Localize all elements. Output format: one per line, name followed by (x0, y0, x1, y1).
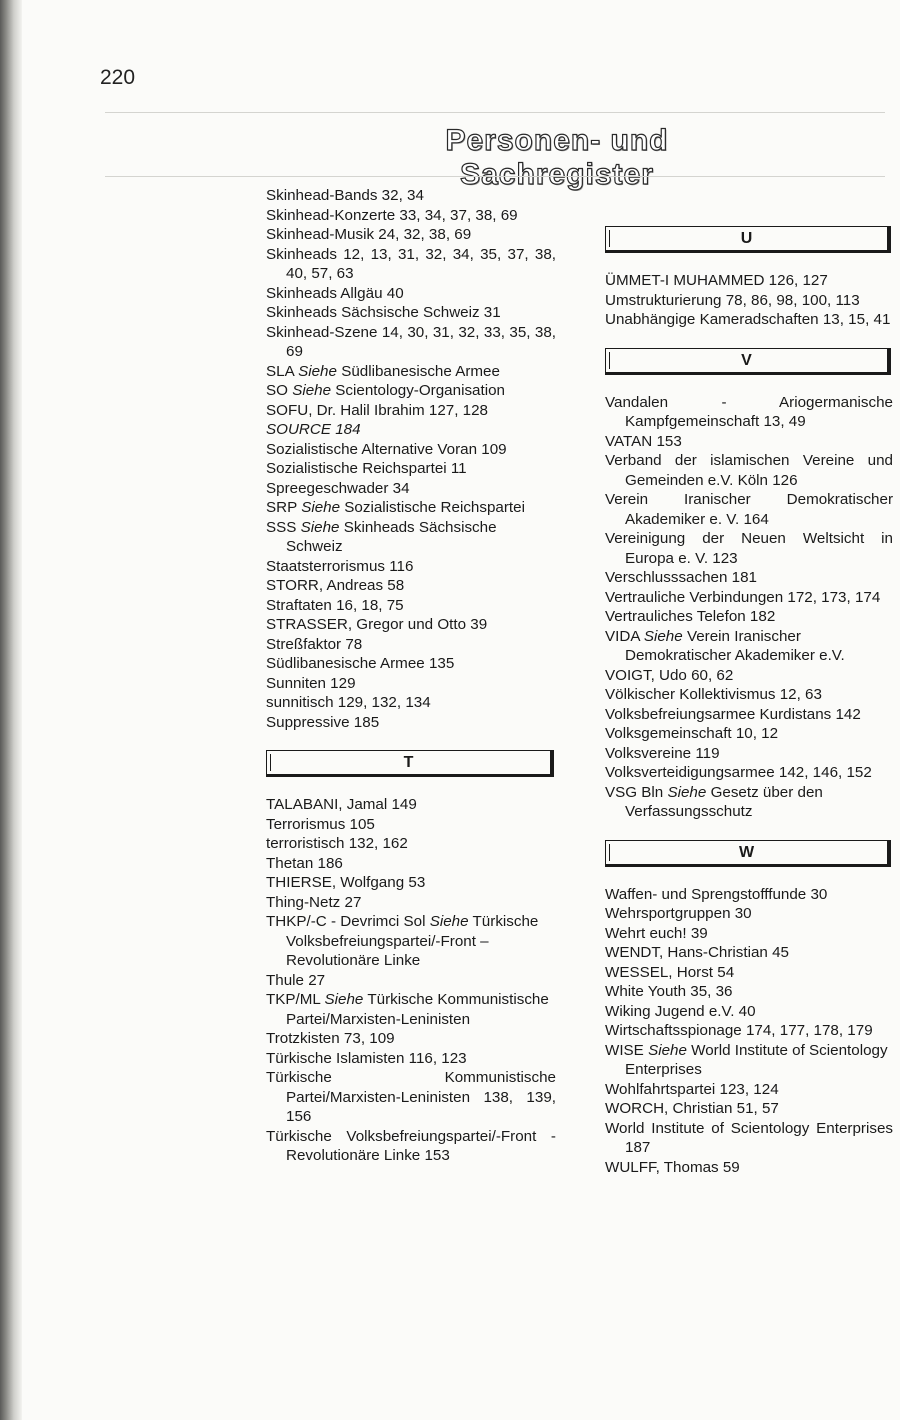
entry-target: Türkische Volksbefreiungspartei/-Front – Revolutionäre Linke (286, 913, 539, 969)
entry-term: VIDA (605, 627, 640, 645)
index-entry: WENDT, Hans-Christian 45 (605, 944, 789, 961)
entry-term: SO (266, 382, 288, 399)
index-entry: Türkische Volksbefreiungspartei/-Front - Revolutionäre Linke 153 (266, 1127, 556, 1164)
index-entry: Südlibanesische Armee 135 (266, 655, 455, 672)
index-entry: VOIGT, Udo 60, 62 (605, 666, 734, 684)
index-entry: Vertrauliches Telefon 182 (605, 608, 776, 625)
index-entry: Suppressive 185 (266, 713, 380, 731)
index-entry: STORR, Andreas 58 (266, 577, 405, 594)
index-entry: THIERSE, Wolfgang 53 (266, 874, 426, 891)
index-entry: WULFF, Thomas 59 (605, 1158, 740, 1176)
index-entry (605, 783, 893, 822)
siehe-reference: Siehe (667, 783, 707, 801)
letter-heading: W (605, 840, 891, 867)
index-entry: terroristisch 132, 162 (266, 835, 408, 852)
index-entry: VATAN 153 (605, 432, 682, 450)
index-entry: Verschlusssachen 181 (605, 569, 757, 586)
index-entry: Türkische Kommunistische Partei/Marxisten-Leninisten 138, 139, 156 (266, 1069, 556, 1125)
index-entry: Skinhead-Szene 14, 30, 31, 32, 33, 35, 38, 69 (266, 323, 556, 360)
entry-term: SSS (266, 518, 297, 536)
index-entry: World Institute of Scientology Enterprises 187 (605, 1119, 893, 1156)
entry-target: World Institute of Scientology Enterprises (625, 1041, 888, 1078)
entry-term: TKP/ML (266, 991, 321, 1008)
index-entry: Wiking Jugend e.V. 40 (605, 1002, 756, 1020)
index-entry: Sunniten 129 (266, 674, 356, 692)
siehe-reference: Siehe (643, 627, 683, 645)
index-entry: Sozialistische Alternative Voran 109 (266, 440, 507, 458)
index-entry: Wohlfahrtspartei 123, 124 (605, 1080, 779, 1098)
index-entry: Thing-Netz 27 (266, 893, 362, 911)
index-column-right (605, 208, 893, 1177)
index-entry: Spreegeschwader 34 (266, 479, 410, 497)
index-entry (605, 627, 893, 666)
entry-target: Scientology-Organisation (335, 382, 505, 399)
entry-term: THKP/-C - Devrimci Sol (266, 913, 426, 930)
index-entry (266, 912, 556, 971)
index-entry: Trotzkisten 73, 109 (266, 1030, 395, 1047)
index-entry (605, 1041, 893, 1080)
index-entry (266, 518, 556, 557)
index-entry: Streßfaktor 78 (266, 635, 363, 653)
index-entry: SOURCE 184 (266, 421, 361, 438)
index-entry: Umstrukturierung 78, 86, 98, 100, 113 (605, 291, 860, 309)
index-entry: Verband der islamischen Vereine und Gemeinden e.V. Köln 126 (605, 452, 893, 489)
index-entry: Skinhead-Bands 32, 34 (266, 187, 424, 204)
index-entry: Unabhängige Kameradschaften 13, 15, 41 (605, 311, 891, 328)
index-entry: Skinheads 12, 13, 31, 32, 34, 35, 37, 38, 40, 57, 63 (266, 245, 556, 282)
entry-target: Südlibanesische Armee (341, 362, 500, 380)
page-binding-edge (0, 0, 22, 1420)
index-entry: Skinheads Sächsische Schweiz 31 (266, 304, 501, 321)
index-entry: Wehrsportgruppen 30 (605, 905, 752, 922)
index-entry: Skinhead-Konzerte 33, 34, 37, 38, 69 (266, 206, 518, 224)
page-number: 220 (100, 66, 136, 89)
index-entry: Wehrt euch! 39 (605, 924, 708, 942)
siehe-reference: Siehe (300, 518, 340, 536)
index-entry: Thetan 186 (266, 854, 343, 872)
index-entry: Volksgemeinschaft 10, 12 (605, 725, 779, 742)
siehe-reference: Siehe (429, 913, 469, 930)
index-entry: ÜMMET-I MUHAMMED 126, 127 (605, 272, 828, 289)
header-rule-bottom (105, 176, 885, 177)
entry-target: Gesetz über den Verfassungsschutz (625, 783, 823, 820)
entry-target: Sozialistische Reichspartei (344, 499, 525, 516)
entry-term: SLA (266, 362, 294, 380)
siehe-reference: Siehe (292, 382, 332, 399)
entry-target: Verein Iranischer Demokratischer Akademiker e.V. (625, 627, 845, 664)
letter-heading: T (266, 750, 554, 777)
entry-target: Türkische Kommunistische Partei/Marxisten-Leninisten (286, 991, 549, 1028)
siehe-reference: Siehe (298, 362, 337, 380)
siehe-reference: Siehe (324, 991, 364, 1008)
index-entry: WORCH, Christian 51, 57 (605, 1100, 779, 1117)
index-entry (266, 362, 556, 382)
index-entry: WESSEL, Horst 54 (605, 963, 735, 981)
index-entry: White Youth 35, 36 (605, 983, 733, 1000)
header-rule-top (105, 112, 885, 113)
index-entry: TALABANI, Jamal 149 (266, 796, 417, 813)
index-entry: sunnitisch 129, 132, 134 (266, 694, 431, 711)
index-entry: Vertrauliche Verbindungen 172, 173, 174 (605, 588, 881, 606)
index-entry: Straftaten 16, 18, 75 (266, 596, 404, 614)
index-entry: Sozialistische Reichspartei 11 (266, 460, 467, 477)
entry-target: Skinheads Sächsische Schweiz (286, 518, 497, 555)
index-entry: Waffen- und Sprengstofffunde 30 (605, 885, 828, 903)
index-entry: Thule 27 (266, 971, 326, 989)
index-entry: Volksbefreiungsarmee Kurdistans 142 (605, 705, 861, 723)
index-entry: SOFU, Dr. Halil Ibrahim 127, 128 (266, 401, 488, 419)
page-title: Personen- und Sachregister (445, 124, 669, 191)
entry-term: VSG Bln (605, 783, 664, 801)
letter-heading: U (605, 226, 891, 253)
index-entry: Vereinigung der Neuen Weltsicht in Europa e. V. 123 (605, 530, 893, 567)
siehe-reference: Siehe (301, 499, 341, 516)
index-entry: Wirtschaftsspionage 174, 177, 178, 179 (605, 1022, 873, 1039)
index-entry: Vandalen - Ariogermanische Kampfgemeinschaft 13, 49 (605, 393, 893, 430)
index-entry: Türkische Islamisten 116, 123 (266, 1049, 467, 1067)
index-entry: Skinheads Allgäu 40 (266, 284, 404, 302)
siehe-reference: Siehe (648, 1041, 687, 1059)
index-entry (266, 381, 556, 401)
index-entry: STRASSER, Gregor und Otto 39 (266, 616, 488, 633)
entry-term: SRP (266, 499, 297, 516)
index-entry: Terrorismus 105 (266, 815, 375, 833)
index-entry: Völkischer Kollektivismus 12, 63 (605, 686, 822, 703)
letter-heading: V (605, 348, 891, 375)
index-entry: Verein Iranischer Demokratischer Akademiker e. V. 164 (605, 491, 893, 528)
index-entry: Volksvereine 119 (605, 744, 720, 762)
entry-term: WISE (605, 1041, 644, 1059)
index-entry: Skinhead-Musik 24, 32, 38, 69 (266, 226, 472, 243)
index-entry (266, 990, 556, 1029)
index-entry: Volksverteidigungsarmee 142, 146, 152 (605, 764, 872, 781)
index-entry: Staatsterrorismus 116 (266, 557, 414, 575)
index-entry (266, 498, 556, 518)
index-column-left (266, 186, 556, 1166)
